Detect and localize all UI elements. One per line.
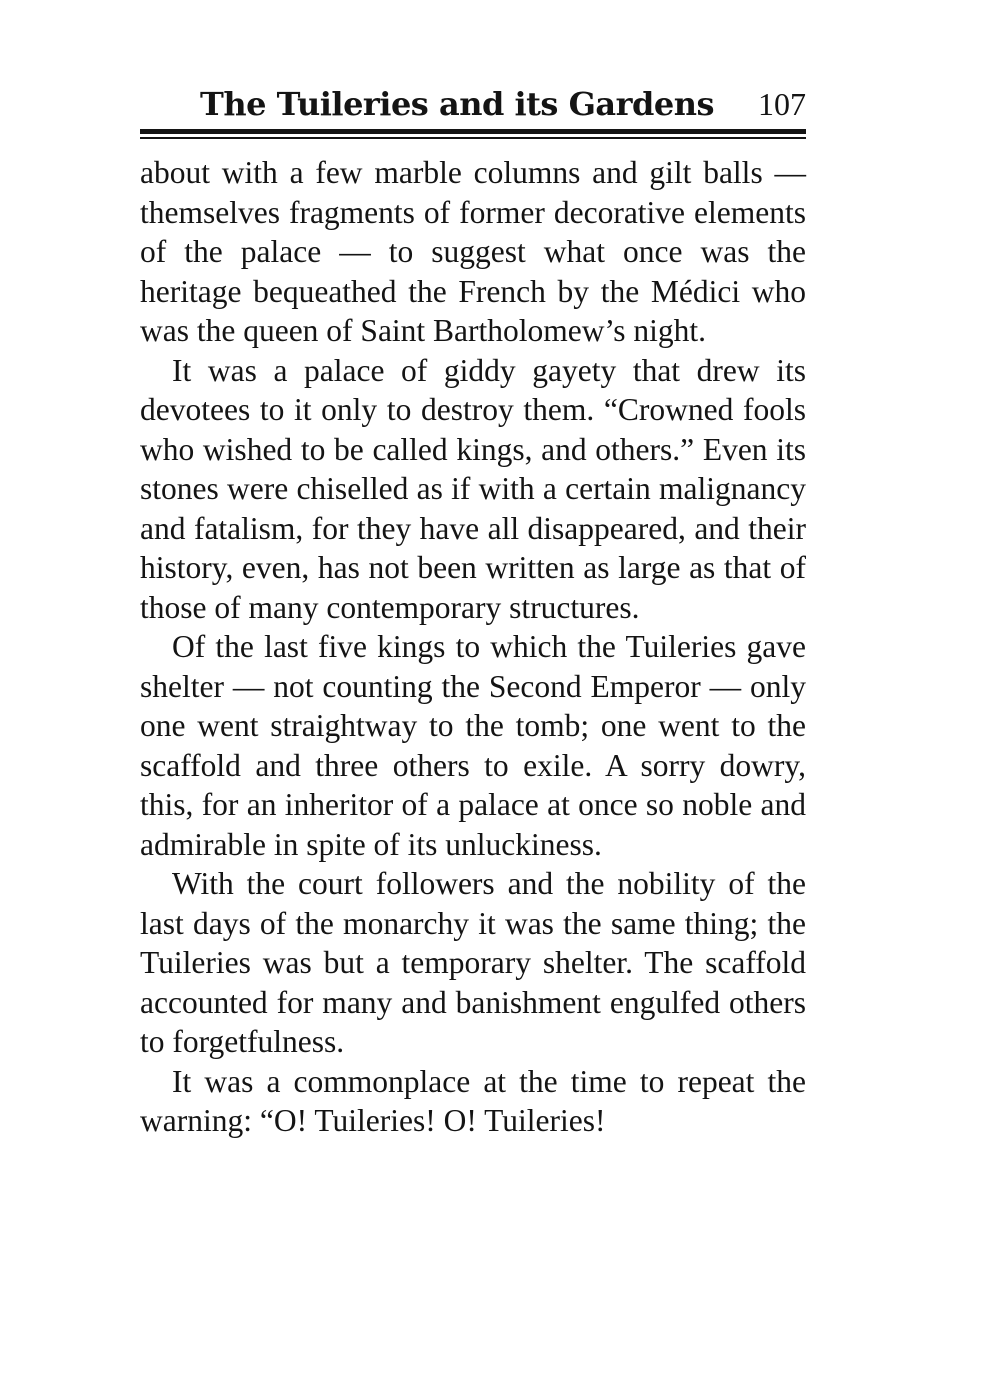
paragraph: It was a commonplace at the time to repeat the warning: “O! Tuileries! O! Tuileries!: [140, 1063, 806, 1138]
body-text: [140, 153, 806, 1141]
header-rule-thick: [140, 129, 806, 134]
page-number: 107: [758, 86, 806, 122]
header-rule-thin: [140, 137, 806, 139]
running-title: The Tuileries and its Gardens: [200, 85, 714, 123]
paragraph: Of the last five kings to which the Tuileries gave shelter — not counting the Second Emperor — only one went straightway to the tomb; one went to the scaffold and three others to exile. A sorry dowry, this, for an inheritor of a palace at once so noble and admirable in spite of its unluckiness.: [140, 629, 806, 862]
paragraph-continued: about with a few marble columns and gilt balls — themselves fragments of former decorative elements of the palace — to suggest what once was the heritage bequeathed the French by the Médici who was the queen of Saint Bartholomew’s night.: [140, 155, 806, 348]
paragraph: It was a palace of giddy gayety that drew its devotees to it only to destroy them. “Crowned fools who wished to be called kings, and others.” Even its stones were chiselled as if with a certain malignancy and fatalism, for they have all disappeared, and their history, even, has not been written as large as that of those of many contemporary structures.: [140, 352, 806, 625]
paragraph: With the court followers and the nobility of the last days of the monarchy it was the same thing; the Tuileries was but a temporary shelter. The scaffold accounted for many and banishment engulfed others to forgetfulness.: [140, 866, 806, 1059]
running-head: [140, 82, 806, 126]
